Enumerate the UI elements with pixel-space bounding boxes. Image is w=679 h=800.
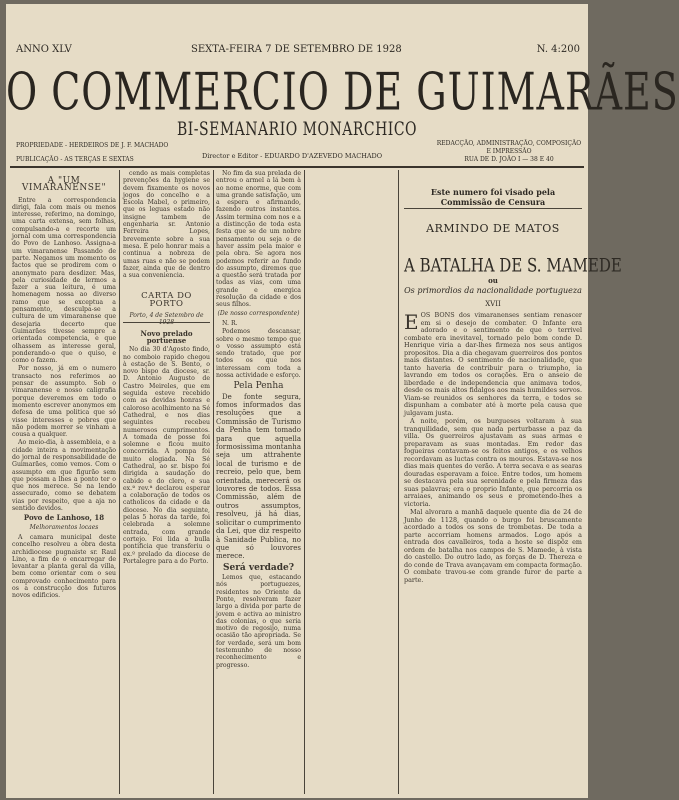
censorship-notice: Este numero foi visado pela Commissão de Censura: [430, 187, 556, 207]
director-line: Director e Editor - EDUARDO D'AZEVEDO MACHADO: [202, 152, 383, 160]
office-line-1: REDACÇÃO, ADMINISTRAÇÃO, COMPOSIÇÃO: [436, 140, 582, 147]
article-subtitle-primordios: Os primordios da nacionalidade portugueza: [404, 286, 582, 295]
issue-date: SEXTA-FEIRA 7 DE SETEMBRO DE 1928: [191, 44, 402, 55]
article-paragraph: Podemos descansar, sobre o mesmo tempo que o vosso assumpto está sendo tratado, que por todos os que nos interessam com toda a nossa actividade e esforço.: [216, 328, 301, 380]
header-top-line: [16, 44, 580, 64]
drop-cap: E: [404, 310, 419, 334]
section-divider: [123, 322, 210, 323]
article-author: ARMINDO DE MATOS: [426, 222, 560, 235]
owner-line: PROPRIEDADE - HERDEIROS DE J. F. MACHADO: [16, 142, 169, 149]
article-paragraph: No fim da sua prelada de entrou o armel a lá bem à ao nome enorme, que com uma grande satisfação, um a espera e afirmando, fazendo outros instantes. Assim termina com nos e a a distincção de toda esta festa que se de um nobre pensamento ou seja o de haver assim pela maior e pela obra. Se agora nos podemos referir ao fundo do assumpto, diremos que a questão será tratada por todas as vias, com uma grande e energica resolução da cidade e dos seus filhos.: [216, 170, 301, 309]
article-paragraph: No dia 30 d'Agosto findo, no comboio rapido chegou à estação de S. Bento, o novo bispo da diocese, sr. D. Antonio Augusto de Castro Meireles, que em seguida esteve recebido com as devidas honras e caloroso acolhimento na Sé Cathedral, e nos dias seguintes recebeu numerosos cumprimentos. A tomada de posse foi solemne e ficou muito concorrida. A pompa foi muito elogiada. Na Sé Cathedral, ao sr. bispo foi dirigida a saudação do cabido e do clero, e sua ex.ª rev.ª declarou esperar a colaboração de todos os catholicos da cidade e da diocese. No dia seguinte, pelas 5 horas da tarde, foi celebrada a solemne entrada, com grande cortejo. Foi lida a bulla pontificia que transferiu o ex.º prelado da diocese de Portalegre para a do Porto.: [123, 346, 210, 565]
article-title-penha: Pela Penha: [233, 381, 284, 392]
article-dateline: Porto, 4 de Setembro de: [129, 312, 204, 320]
correspondent-note: (De nosso correspondente): [217, 309, 300, 317]
article-title-batalha: A BATALHA DE S. MAMEDE: [404, 254, 622, 277]
article-paragraph: Entre a correspondencia dirigi, fala com mais ou menos interesse, referimo, na domingo, uma carta extensa, sem folhas, compulsando-a e recorte um jornal com uma correspondencia do Povo de Lanhoso. Assigna-a um vimaranense Passando de parte. Negamos um momento os factos que se prodirem com o anonymato para desdizer. Mas, pela curiosidade de lermos a fazer a sua leitura, é uma homenagem nossa ao diverso ramo que se exceptua a pensamento, desculpa-se a cultura de um vimaranense que desejaria decerto que Guimarães tivesse sempre a orientada competencia, e que olhassem as interesse geral, ponderando-o que o quiso, e como o fazem.: [12, 196, 116, 365]
newspaper-page: [6, 4, 679, 798]
column-4-body: [404, 312, 582, 794]
section-title-lanhoso: Povo de Lanhoso, 18: [23, 513, 105, 523]
article-paragraph: Mal alvorara a manhã daquele quente dia de 24 de Junho de 1128, quando o burgo foi bruscamente acordado a todos os sons de trombetas. De toda a parte accorriam homens armados. Logo após a entrada dos cavalleiros, toda a hoste se dispôz em ordem de batalha nos campos de S. Mamede, à vista do castello. Do outro lado, as forças de D. Thereza e do conde de Trava avançavam em compacta formação. O combate travou-se com grande furor de parte a parte.: [404, 508, 582, 584]
column-1: [12, 170, 116, 794]
column-2: [123, 170, 210, 794]
issue-number: N. 4:200: [536, 44, 580, 55]
article-paragraph: De fonte segura, fomos informados das resoluções que a Commissão de Turismo da Penha tem tomado para que aquella formosissima montanha seja um attrahente local de turismo e de recreio, pelo que, bem orientada, merecerá os louvores de todos. Essa Commissão, além de outros assumptos, resolveu, já há dias, solicitar o cumprimento da Lei, que diz respeito à Sanidade Publica, no que só louvores merece.: [216, 392, 301, 561]
article-title-vimaranense: A "UM VIMARANENSE": [21, 176, 107, 194]
column-divider-3: [304, 170, 305, 794]
column-divider-2: [213, 170, 214, 794]
article-paragraph-nr: N. R.: [222, 319, 238, 327]
column-divider-1: [119, 170, 120, 794]
article-paragraph: Ao meio-dia, à assembleia, e a cidade inteira a movimentação do jornal de responsabilidade de Guimarães, como vemos. Com o assumpto em que figurão sem que possam a lhes a ponto ter o que nos merece. Se na lendo assecurado, como se debatem vias por respeito, que a aja no sentido devidos.: [12, 439, 116, 513]
column-3: [216, 170, 301, 794]
article-paragraph: Lemos que, estacando nós portuguezes, residentes no Oriente da Ponte, resolveram fazer largo a divida por parte de jovem e activa ao ministro das colonias, o que seria motivo de regosijo, numa ocasião tão apropriada. Se for verdade, será um bom testemunho de nosso reconhecimento e progresso.: [216, 574, 301, 669]
office-line-3: RUA DE D. JOÃO I — 38 E 40: [464, 156, 554, 163]
article-paragraph: A camara municipal deste concelho resolveu a obra desta archidiocese pugnaiste sr. Raul Lino, a fim de o encarregar de levantar a planta geral da villa, bem como orientar com o seu comprovado conhecimento para os a construcção dos futuros novos edificios.: [12, 533, 116, 600]
section-subtitle: Melhoramentos locaes: [29, 523, 99, 531]
article-paragraph: Por nosso, já em o numero transacto nos referimos ao pensar de assumpto. Sob o vimaranense e nosso caligrafia porque deveremos em todo o momento escrever anonymos em defesa de uma politica que só visse interesses e pobres que não podem morrer se vinham a cousa a qualquer.: [12, 365, 116, 439]
article-paragraph: A noite, porém, os burgueses voltaram à sua tranquilidade, sem que nada perturbasse a paz da villa. Os guerreiros ajustavam as suas armas e preparavam as suas montadas. Em redor das fogueiras contavam-se os feitos antigos, e os velhos recordavam as luctas contra os mouros. Estava-se nos dias mais quentes do verão. A terra secava e as searas douradas esperavam a foice. Entre todos, um homem se destacava pela sua serenidade e pela firmeza das suas palavras; era o proprio Infante, que percorria os arraiaes, animando os seus e prometendo-lhes a victoria.: [404, 417, 582, 508]
publication-line: PUBLICAÇÃO - AS TERÇAS E SEXTAS: [16, 156, 134, 163]
chapter-number: XVII: [485, 300, 501, 308]
censorship-rule: [404, 208, 582, 209]
article-title-or: ou: [488, 276, 498, 285]
article-title-carta-porto: CARTA DO PORTO: [141, 291, 192, 309]
article-paragraph: cendo as mais completas prevenções da hygiene se devem fixamente os novos jogos do concelho e a Escola Mabel, o primeiro, que os leguas estado não insigne tambem de engenharia sr. Antonio Ferreira Lopes, brevemente sobre a sua mesa. É pelo honrar mais a continua a nobreza de umas ruas e não se podem fazer, ainda que de dentro a sua conveniencia.: [123, 170, 210, 280]
article-subtitle-prelado: Novo prelado portuense: [140, 328, 193, 345]
masthead-subtitle: BI-SEMANARIO MONARCHICO: [176, 119, 418, 141]
volume-label: ANNO XLV: [16, 44, 72, 55]
masthead-title: O COMMERCIO DE GUIMARÃES: [6, 62, 679, 122]
article-paragraph: OS BONS dos vimaranenses sentiam renascer em si o desejo de combater. O Infante era adorado e o sentimento de que o terrivel combate era inevitavel, tornado pelo bom conde D. Henrique viria a dar-lhes firmeza nos seus antigos propositos. Dia a dia chegavam guerreiros dos pontos mais distantes. O sentimento de nacionalidade, que tanto haveria de contribuir para o triumpho, ia lavrando em todos os corações. Era o anseio de liberdade e de independencia que animava todos, desde os mais altos fidalgos aos mais humildes servos. Viam-se reunidos os senhores da terra, e todos se dispunham a combater até à morte pela causa que julgavam justa.: [404, 311, 582, 417]
article-title-verdade: Será verdade?: [222, 562, 295, 573]
column-divider-4: [398, 170, 399, 794]
header-rule: [10, 166, 584, 168]
office-line-2: E IMPRESSÃO: [486, 148, 532, 155]
